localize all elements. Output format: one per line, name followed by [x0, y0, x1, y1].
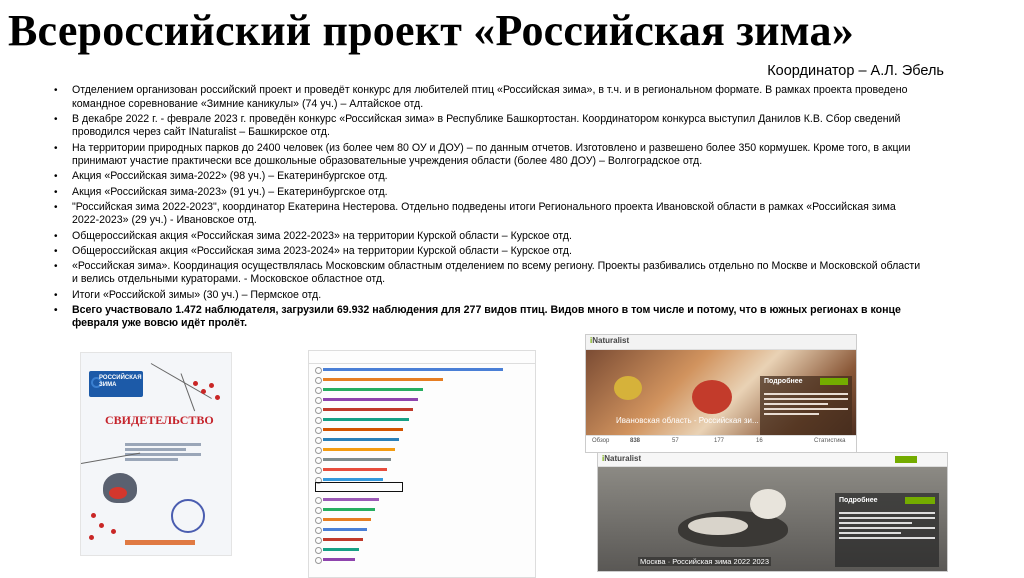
- bullet-item: • Акция «Российская зима-2022» (98 уч.) – Екатеринбургское отд.: [54, 170, 388, 183]
- user-avatar-icon: [315, 377, 322, 384]
- signup-button: [895, 456, 917, 463]
- user-avatar-icon: [315, 387, 322, 394]
- list-header: [309, 351, 535, 364]
- progress-bar: [323, 408, 413, 411]
- progress-bar: [323, 538, 363, 541]
- project-place-title: Ивановская область - Российская зи...: [616, 416, 759, 425]
- bullfinch-bird-icon: [103, 473, 137, 503]
- progress-bar: [323, 428, 403, 431]
- user-avatar-icon: [315, 547, 322, 554]
- user-avatar-icon: [315, 397, 322, 404]
- highlighted-row-box: [315, 482, 403, 492]
- progress-bar: [323, 558, 355, 561]
- bullet-item: • В декабре 2022 г. - феврале 2023 г. проведён конкурс «Российская зима» в Республике Башкортостан. Координатором конкурса выступил Данилов К.В. Сбор сведений проводился через сайт INaturalist – Башкирское отд.: [54, 112, 901, 139]
- bullet-dot-icon: •: [54, 113, 58, 125]
- join-button: [820, 378, 848, 385]
- bullet-item: • "Российская зима 2022-2023", координатор Екатерина Нестерова. Отдельно подведены итоги Регионального проекта Ивановской области в рамках «Российская зима 2022-2023» (29 уч.) - Ивановское отд.: [54, 200, 896, 227]
- bullfinch-bird-icon: [692, 380, 732, 414]
- user-avatar-icon: [315, 427, 322, 434]
- progress-bar: [323, 478, 383, 481]
- bullet-dot-icon: •: [54, 186, 58, 198]
- coordinator-label: Координатор – А.Л. Эбель: [767, 63, 944, 79]
- certificate-text-lines: [125, 441, 201, 463]
- tit-bird-icon: [614, 376, 642, 400]
- progress-bar: [323, 468, 387, 471]
- user-avatar-icon: [315, 497, 322, 504]
- bullet-dot-icon: •: [54, 245, 58, 257]
- project-place-title: Москва · Российская зима 2022 2023: [640, 557, 769, 566]
- ranking-list-image: [308, 350, 536, 578]
- progress-bar: [323, 368, 503, 371]
- bullet-dot-icon: •: [54, 230, 58, 242]
- bullet-item-summary: • Всего участвовало 1.472 наблюдателя, загрузили 69.932 наблюдения для 277 видов птиц. Видов много в том числе и потому, что в южных регионах в конце февраля уже вовсю идёт пролёт.: [54, 303, 901, 330]
- inaturalist-logo: iNaturalist: [602, 454, 642, 463]
- berry-decoration: [215, 395, 220, 400]
- user-avatar-icon: [315, 407, 322, 414]
- user-avatar-icon: [315, 527, 322, 534]
- berry-decoration: [91, 513, 96, 518]
- certificate-heading: СВИДЕТЕЛЬСТВО: [105, 413, 214, 427]
- bullet-dot-icon: •: [54, 304, 58, 316]
- bullet-item: • Общероссийская акция «Российская зима 2023-2024» на территории Курской области – Курское отд.: [54, 244, 572, 257]
- progress-bar: [323, 418, 409, 421]
- berry-decoration: [201, 389, 206, 394]
- user-avatar-icon: [315, 367, 322, 374]
- berry-decoration: [99, 523, 104, 528]
- progress-bar: [323, 378, 443, 381]
- berry-decoration: [193, 381, 198, 386]
- stamp-seal: [171, 499, 205, 533]
- bullet-item: • Общероссийская акция «Российская зима 2022-2023» на территории Курской области – Курское отд.: [54, 229, 572, 242]
- bullet-item: • На территории природных парков до 2400 человек (из более чем 80 ОУ и ДОУ) – по данным отчетов. Изготовлено и развешено более 350 кормушек. Кроме того, в акции принимают участие практически все дошкольные образовательные учреждения области (более 480 ДОУ) – Волгоградское отд.: [54, 141, 911, 168]
- berry-decoration: [89, 535, 94, 540]
- progress-bar: [323, 448, 395, 451]
- bullet-item: • «Российская зима». Координация осуществлялась Московским областным отделением по всему региону. Проекты разбивались отдельно по Москве и Московской области и велись отдельными кураторами. - Московское областное отд.: [54, 259, 921, 286]
- site-navbar: [586, 335, 856, 350]
- inaturalist-logo: iNaturalist: [590, 336, 630, 345]
- bullet-dot-icon: •: [54, 201, 58, 213]
- progress-bar: [323, 388, 423, 391]
- inaturalist-ivanovo-image: [585, 334, 857, 453]
- branch-decoration: [181, 373, 196, 411]
- duck-photo: [598, 467, 947, 571]
- user-avatar-icon: [315, 517, 322, 524]
- progress-bar: [323, 548, 359, 551]
- user-avatar-icon: [315, 457, 322, 464]
- progress-bar: [323, 458, 391, 461]
- project-info-panel: Подробнее: [835, 493, 939, 567]
- bullet-dot-icon: •: [54, 142, 58, 154]
- bullet-dot-icon: •: [54, 85, 58, 96]
- certificate-image: [80, 352, 232, 556]
- site-navbar: [598, 453, 947, 467]
- project-logo: РОССИЙСКАЯ ЗИМА: [89, 371, 143, 397]
- project-stats-bar: Обзор 838 57 177 16 Статистика: [586, 435, 856, 452]
- long-tailed-duck-icon: [678, 511, 788, 547]
- user-avatar-icon: [315, 417, 322, 424]
- berry-decoration: [209, 383, 214, 388]
- progress-bar: [323, 528, 367, 531]
- bird-photo: [586, 350, 856, 436]
- bullet-list: [52, 84, 924, 333]
- berry-decoration: [111, 529, 116, 534]
- progress-bar: [323, 438, 399, 441]
- progress-bar: [323, 398, 418, 401]
- user-avatar-icon: [315, 467, 322, 474]
- page-title: Всероссийский проект «Российская зима»: [8, 6, 854, 55]
- bullet-dot-icon: •: [54, 289, 58, 301]
- project-info-panel: Подробнее: [760, 376, 852, 442]
- bullet-item: • Отделением организован российский проект и проведёт конкурс для любителей птиц «Российская зима», в т.ч. и в региональном формате. В рамках проекта проведено командное соревнование «Зимние каникулы» (74 уч.) – Алтайское отд.: [54, 84, 908, 110]
- bullet-item: • Акция «Российская зима-2023» (91 уч.) – Екатеринбургское отд.: [54, 185, 388, 198]
- user-avatar-icon: [315, 437, 322, 444]
- user-avatar-icon: [315, 447, 322, 454]
- progress-bar: [323, 518, 371, 521]
- user-avatar-icon: [315, 557, 322, 564]
- bullet-dot-icon: •: [54, 260, 58, 272]
- user-avatar-icon: [315, 537, 322, 544]
- inaturalist-moscow-image: [597, 452, 948, 572]
- bullet-dot-icon: •: [54, 171, 58, 183]
- join-button: [905, 497, 935, 504]
- certificate-footer-bar: [125, 540, 195, 545]
- bullet-item: • Итоги «Российской зимы» (30 уч.) – Пермское отд.: [54, 288, 322, 301]
- progress-bar: [323, 498, 379, 501]
- user-avatar-icon: [315, 507, 322, 514]
- progress-bar: [323, 508, 375, 511]
